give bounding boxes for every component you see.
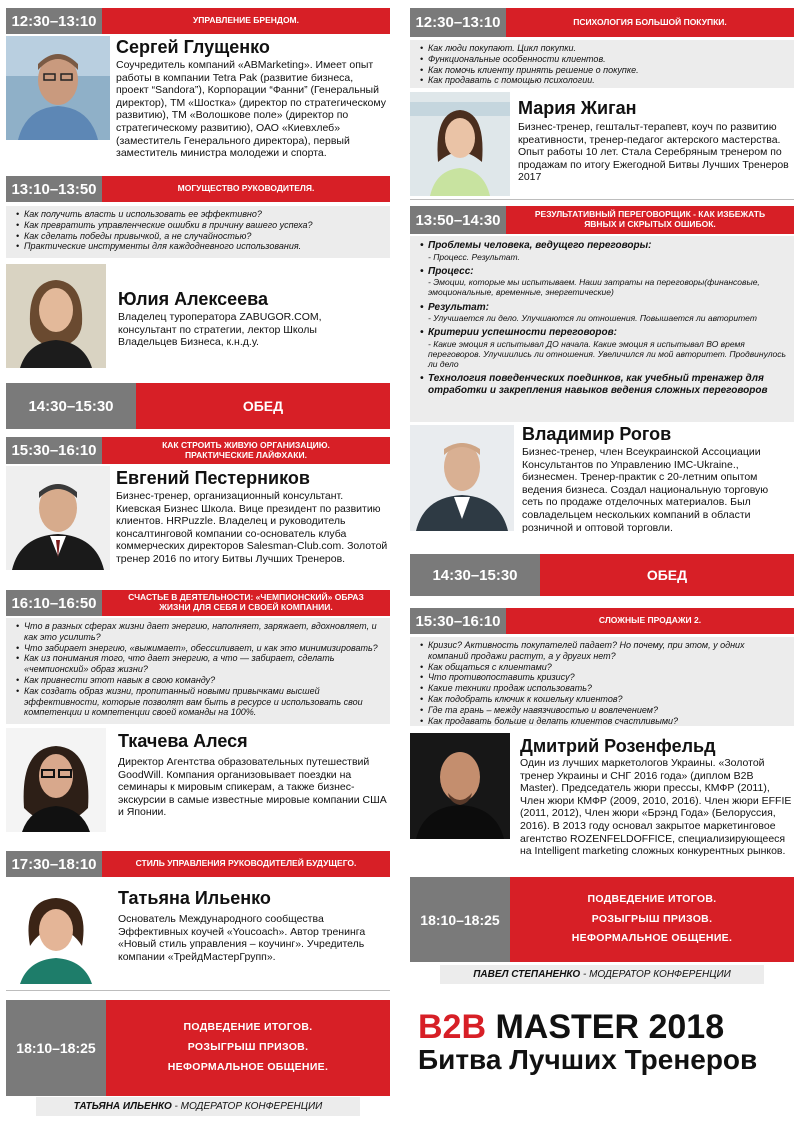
list-item: • Функциональные особенности клиентов.	[420, 54, 786, 65]
list-item: • Как продавать с помощью психологии.	[420, 75, 786, 86]
speaker-photo	[6, 728, 106, 832]
moderator-name: ТАТЬЯНА ИЛЬЕНКО	[73, 1101, 172, 1112]
topic-list	[6, 206, 390, 258]
speaker-photo	[6, 466, 110, 570]
session-header	[6, 590, 390, 616]
list-item: • Кризис? Активность покупателей падает? Но почему, при этом, у одних компаний продажи растут, а у других нет?	[420, 640, 786, 662]
session-header	[6, 851, 390, 877]
topic-list	[410, 637, 794, 726]
session-time: 15:30–16:10	[410, 608, 506, 634]
outline-heading: • Процесс:	[420, 266, 786, 278]
list-item: • Как общаться с клиентами?	[420, 662, 786, 673]
negotiation-outline	[410, 236, 794, 422]
speaker-bio: Бизнес-тренер, организационный консультант. Киевская Бизнес Школа. Вице президент по развитию клиентов. HRPuzzle. Владелец и руководитель консалтинговой компании со-основатель клуба коммерческих директоров Salesman-Club.com. Золотой тренер 2016 по итогу Битвы Лучших Тренеров.	[116, 490, 388, 565]
list-item: • Практические инструменты для каждодневного использования.	[16, 241, 382, 252]
outline-heading: • Технология поведенческих поединков, как учебный тренажер для отработки и закрепления навыков ведения сложных переговоров	[420, 373, 786, 396]
session-time: 13:50–14:30	[410, 206, 506, 234]
session-time: 16:10–16:50	[6, 590, 102, 616]
session-time: 12:30–13:10	[410, 8, 506, 37]
speaker-bio: Основатель Международного сообщества Эффективных коучей «Youcoach». Автор тренинга «Новый стиль управления – коучинг». Учредитель компании «ТрейдМастерГрупп».	[118, 913, 366, 963]
speaker-photo	[6, 36, 110, 140]
speaker-name: Ткачева Алеся	[118, 731, 248, 751]
speaker-name: Евгений Пестерников	[116, 468, 310, 488]
list-item: • Как привнести этот навык в свою команду?	[16, 675, 382, 686]
closing-line: РОЗЫГРЫШ ПРИЗОВ.	[187, 1041, 309, 1054]
topic-list	[6, 618, 390, 724]
list-item: • Как продавать больше и делать клиентов счастливыми?	[420, 716, 786, 727]
brand-master: MASTER 2018	[486, 1008, 725, 1046]
outline-detail: - Процесс. Результат.	[428, 251, 520, 262]
session-topic: ПСИХОЛОГИЯ БОЛЬШОЙ ПОКУПКИ.	[506, 8, 794, 37]
speaker-name: Владимир Рогов	[522, 424, 672, 444]
outline-heading: • Проблемы человека, ведущего переговоры:	[420, 240, 786, 252]
outline-heading: • Результат:	[420, 302, 786, 314]
speaker-photo	[410, 92, 510, 196]
speaker-photo	[410, 425, 514, 531]
speaker-bio: Соучредитель компаний «ABMarketing». Имеет опыт работы в компании Tetra Pak (развитие бизнеса, проект “Sandora”), Корпорации “Фанни” (Генеральный директор), ТМ «Шостка» (директор по стратегическому развитию), ТМ «Волошкове поле» (директор по стратегическому развитию), ОАО «Киевхлеб» (заместитель Генерального директора), первый заместитель министра молодежи и спорта.	[116, 59, 386, 160]
list-item: • Как сделать победы привычкой, а не случайностью?	[16, 231, 382, 242]
lunch-label: ОБЕД	[136, 383, 390, 429]
right-column	[410, 0, 794, 1121]
session-time: 17:30–18:10	[6, 851, 102, 877]
brand-subtitle: Битва Лучших Тренеров	[418, 1044, 758, 1075]
brand-b2b: B2B	[418, 1008, 487, 1046]
moderator-caption	[36, 1097, 360, 1116]
topic-line: ПРАКТИЧЕСКИЕ ЛАЙФХАКИ.	[185, 449, 307, 460]
session-time: 13:10–13:50	[6, 176, 102, 202]
list-item: • Как превратить управленческие ошибки в причину вашего успеха?	[16, 220, 382, 231]
speaker-name: Сергей Глущенко	[116, 37, 270, 57]
list-item: • Как из понимания того, что дает энергию, а что — забирает, сделать «чемпионский» образ жизни?	[16, 653, 382, 675]
moderator-name: ПАВЕЛ СТЕПАНЕНКО	[473, 969, 581, 980]
session-topic: СЛОЖНЫЕ ПРОДАЖИ 2.	[506, 608, 794, 634]
session-header	[410, 206, 794, 234]
list-item: • Как подобрать ключик к кошельку клиентов?	[420, 694, 786, 705]
speaker-photo	[6, 264, 106, 368]
lunch-bar	[410, 554, 794, 596]
left-column	[6, 0, 390, 1121]
topic-list	[410, 40, 794, 88]
session-topic: МОГУЩЕСТВО РУКОВОДИТЕЛЯ.	[102, 176, 390, 202]
speaker-name: Мария Жиган	[518, 98, 637, 118]
session-time: 15:30–16:10	[6, 437, 102, 464]
closing-block	[6, 1000, 390, 1096]
closing-time: 18:10–18:25	[410, 877, 510, 962]
lunch-time: 14:30–15:30	[6, 383, 136, 429]
session-topic: УПРАВЛЕНИЕ БРЕНДОМ.	[102, 8, 390, 34]
list-item: • Что забирает энергию, «выжимает», обессиливает, и как это минимизировать?	[16, 643, 382, 654]
list-item: • Как помочь клиенту принять решение о покупке.	[420, 65, 786, 76]
moderator-role: - МОДЕРАТОР КОНФЕРЕНЦИИ	[171, 1101, 323, 1112]
outline-item	[420, 373, 786, 396]
outline-item	[420, 327, 786, 369]
outline-item	[420, 240, 786, 262]
list-item: • Что противопоставить кризису?	[420, 672, 786, 683]
session-topic	[102, 437, 390, 464]
outline-detail: - Улучшается ли дело. Улучшаются ли отношения. Повышается ли авторитет	[428, 313, 757, 324]
session-header	[6, 437, 390, 464]
closing-line: ПОДВЕДЕНИЕ ИТОГОВ.	[587, 892, 717, 905]
list-item: • Как люди покупают. Цикл покупки.	[420, 43, 786, 54]
closing-line: НЕФОРМАЛЬНОЕ ОБЩЕНИЕ.	[167, 1060, 329, 1073]
session-topic	[506, 206, 794, 234]
outline-detail: - Эмоции, которые мы испытываем. Наши затраты на переговоры(финансовые, эмоциональные, временные, энергетические)	[428, 277, 760, 298]
outline-heading: • Критерии успешности переговоров:	[420, 327, 786, 339]
closing-block	[410, 877, 794, 962]
session-header	[6, 176, 390, 202]
speaker-bio: Бизнес-тренер, гештальт-терапевт, коуч по развитию креативности, тренер-педагог актерского мастерства. Опыт работы 10 лет. Стала Серебряным тренером по продажам по итогу Ежегодной Битвы Лучших Тренеров 2017	[518, 121, 789, 184]
session-header	[410, 608, 794, 634]
closing-line: РОЗЫГРЫШ ПРИЗОВ.	[591, 912, 713, 925]
session-header	[6, 8, 390, 34]
lunch-bar	[6, 383, 390, 429]
closing-text	[510, 877, 794, 962]
closing-line: ПОДВЕДЕНИЕ ИТОГОВ.	[183, 1021, 313, 1034]
moderator-role: - МОДЕРАТОР КОНФЕРЕНЦИИ	[580, 969, 731, 980]
outline-item	[420, 266, 786, 298]
speaker-bio: Бизнес-тренер, член Всеукраинской Ассоциации Консультантов по Управлению IMC-Ukraine., бизнесмен. Тренер-практик с 20-летним опытом ведения бизнеса. Создал национальную торговую сеть по продаже отделочных материалов. Был совладельцем нескольких компаний в области розничной и оптовой торговли.	[522, 446, 769, 534]
topic-line: КАК СТРОИТЬ ЖИВУЮ ОРГАНИЗАЦИЮ.	[162, 439, 330, 450]
topic-line: РЕЗУЛЬТАТИВНЫЙ ПЕРЕГОВОРЩИК - КАК ИЗБЕЖАТЬ	[534, 209, 766, 220]
list-item: • Как создать образ жизни, пропитанный новыми привычками высшей эффективности, которые позволят вам быть в ресурсе и использовать свои компетенции и компетенции своей команды на 100%.	[16, 686, 382, 718]
outline-item	[420, 302, 786, 324]
list-item: • Что в разных сферах жизни дает энергию, наполняет, заряжает, вдохновляет, и как это усилить?	[16, 621, 382, 643]
session-time: 12:30–13:10	[6, 8, 102, 34]
moderator-caption	[440, 965, 764, 984]
topic-line: ЖИЗНИ ДЛЯ СЕБЯ И СВОЕЙ КОМПАНИИ.	[159, 602, 333, 612]
speaker-bio: Директор Агентства образовательных путешествий GoodWill. Компания организовывает поездки на семинары к мировым спикерам, а также бизнес-экскурсии в самые известные мировые компании США и Японии.	[118, 756, 387, 819]
speaker-name: Дмитрий Розенфельд	[520, 736, 716, 756]
speaker-bio: Один из лучших маркетологов Украины. «Золотой тренер Украины и СНГ 2016 года» (диплом B2B Master). Председатель жюри прессы, КМФР (2011), Член жюри КМФР (2009, 2010, 2016). Член жюри EFFIE (2011, 2012), Член жюри «Брэнд Года» (Белоруссия, 2016). В 2013 году основал закрытое маркетинговое агентство ROZENFELDOFFICE, специализирующееся на Intelligent marketing сложных конкурентных рынков.	[520, 757, 792, 858]
lunch-label: ОБЕД	[540, 554, 794, 596]
divider	[6, 990, 390, 991]
closing-time: 18:10–18:25	[6, 1000, 106, 1096]
session-header	[410, 8, 794, 37]
speaker-photo	[410, 733, 510, 839]
speaker-bio: Владелец туроператора ZABUGOR.COM, консультант по стратегии, лектор Школы Владельцев Бизнеса, к.н.д.у.	[118, 311, 322, 349]
brand-logo	[418, 1010, 798, 1076]
closing-line: НЕФОРМАЛЬНОЕ ОБЩЕНИЕ.	[571, 932, 733, 945]
speaker-name: Татьяна Ильенко	[118, 888, 271, 908]
speaker-name: Юлия Алексеева	[118, 289, 268, 309]
list-item: • Где та грань – между навязчивостью и вовлечением?	[420, 705, 786, 716]
list-item: • Какие техники продаж использовать?	[420, 683, 786, 694]
session-topic: СТИЛЬ УПРАВЛЕНИЯ РУКОВОДИТЕЛЕЙ БУДУЩЕГО.	[102, 851, 390, 877]
outline-detail: - Какие эмоция я испытывал ДО начала. Какие эмоция я испытывал ВО время переговоров. Улучшились ли отношения. Увеличился ли мой авторитет. Продвинулось ли дело	[428, 338, 786, 370]
list-item: • Как получить власть и использовать ее эффективно?	[16, 209, 382, 220]
topic-line: ЯВНЫХ И СКРЫТЫХ ОШИБОК.	[584, 219, 716, 229]
brand-title	[418, 1010, 798, 1044]
session-topic	[102, 590, 390, 616]
speaker-photo	[6, 880, 106, 984]
lunch-time: 14:30–15:30	[410, 554, 540, 596]
topic-line: СЧАСТЬЕ В ДЕЯТЕЛЬНОСТИ: «ЧЕМПИОНСКИЙ» ОБРАЗ	[128, 592, 364, 603]
divider	[410, 199, 794, 200]
closing-text	[106, 1000, 390, 1096]
